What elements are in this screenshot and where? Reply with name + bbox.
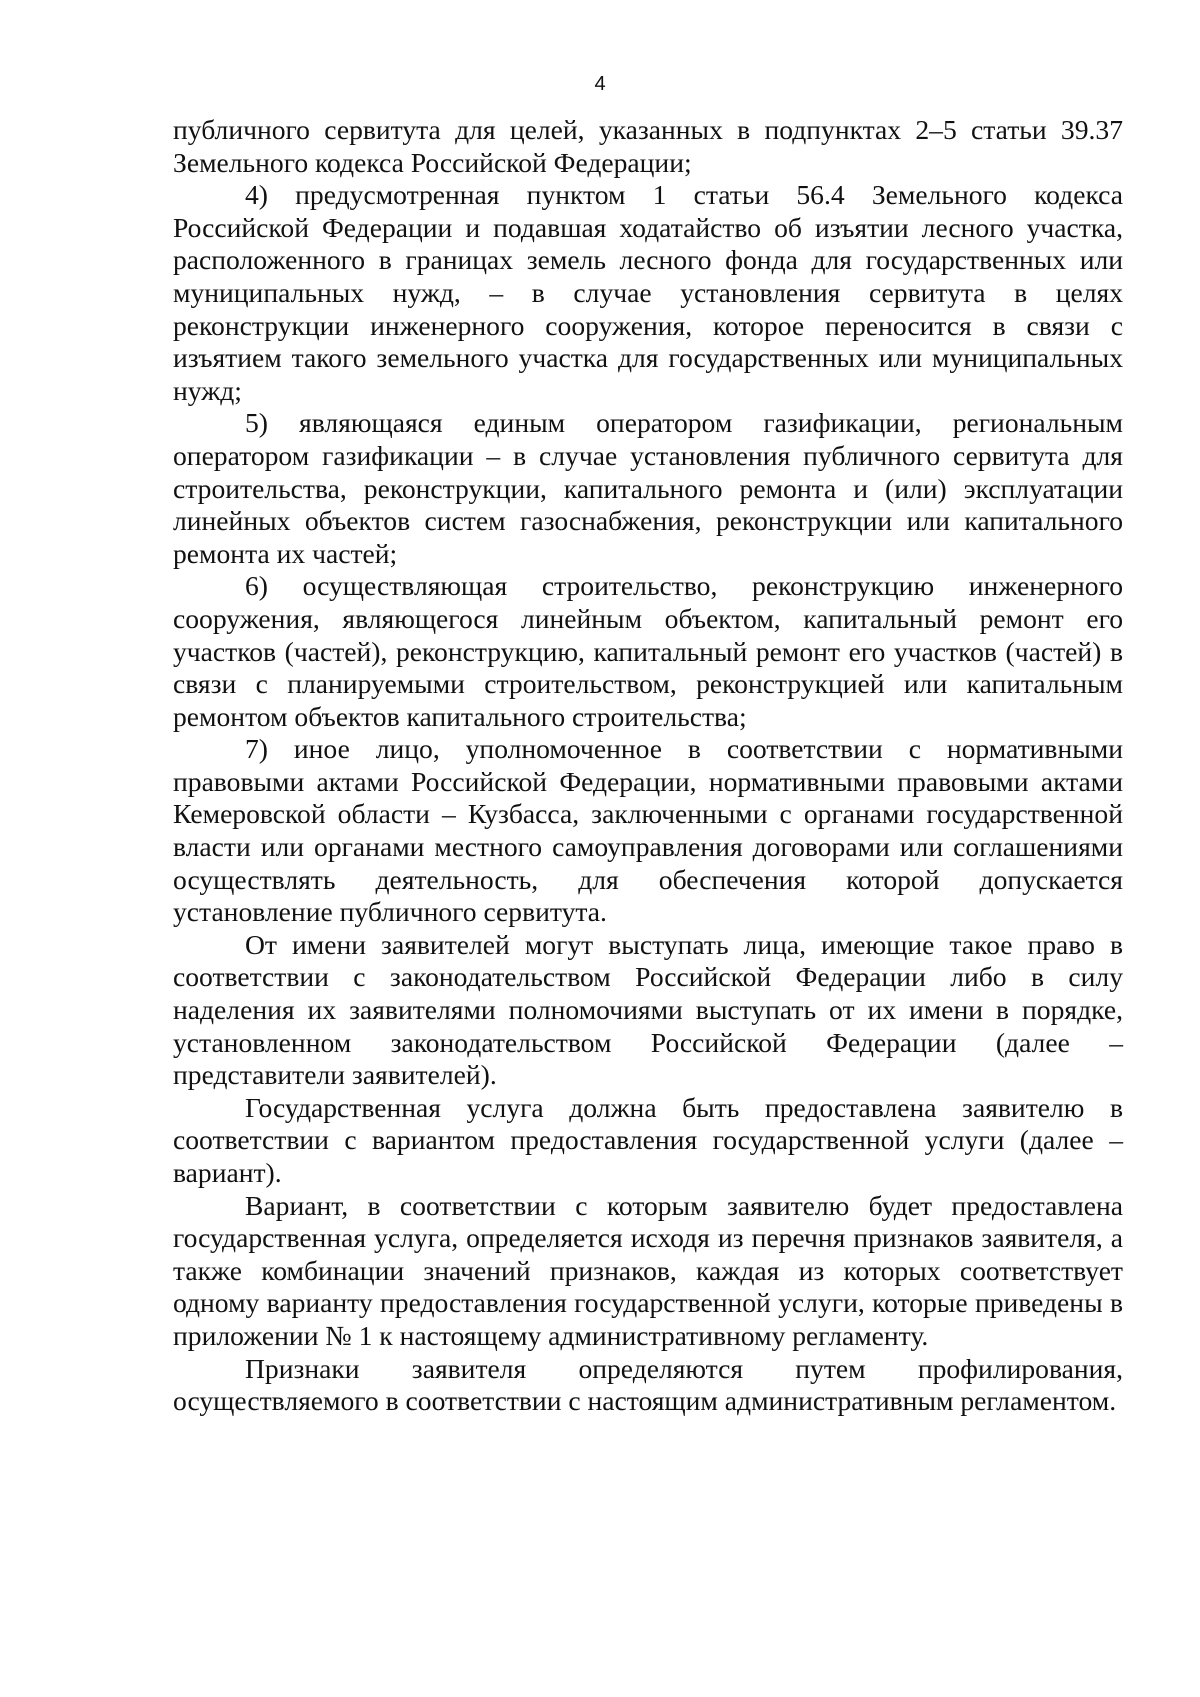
document-body	[173, 114, 1123, 1418]
paragraph-item-6: 6) осуществляющая строительство, реконструкцию инженерного сооружения, являющегося линейным объектом, капитальный ремонт его участков (частей), реконструкцию, капитальный ремонт его участков (частей) в связи с планируемыми строительством, реконструкцией или капитальным ремонтом объектов капитального строительства;	[173, 570, 1123, 732]
paragraph-item-7: 7) иное лицо, уполномоченное в соответствии с нормативными правовыми актами Российской Федерации, нормативными правовыми актами Кемеровской области – Кузбасса, заключенными с органами государственной власти или органами местного самоуправления договорами или соглашениями осуществлять деятельность, для обеспечения которой допускается установление публичного сервитута.	[173, 733, 1123, 928]
paragraph-continuation: публичного сервитута для целей, указанных в подпунктах 2–5 статьи 39.37 Земельного кодекса Российской Федерации;	[173, 114, 1123, 178]
paragraph-profiling: Признаки заявителя определяются путем профилирования, осуществляемого в соответствии с настоящим административным регламентом.	[173, 1352, 1123, 1417]
paragraph-variant-definition: Вариант, в соответствии с которым заявителю будет предоставлена государственная услуга, определяется исходя из перечня признаков заявителя, а также комбинации значений признаков, каждая из которых соответствует одному варианту предоставления государственной услуги, которые приведены в приложении № 1 к настоящему административному регламенту.	[173, 1189, 1123, 1351]
paragraph-item-4: 4) предусмотренная пунктом 1 статьи 56.4 Земельного кодекса Российской Федерации и подавшая ходатайство об изъятии лесного участка, расположенного в границах земель лесного фонда для государственных или муниципальных нужд, – в случае установления сервитута в целях реконструкции инженерного сооружения, которое переносится в связи с изъятием такого земельного участка для государственных или муниципальных нужд;	[173, 179, 1123, 406]
paragraph-service-variant: Государственная услуга должна быть предоставлена заявителю в соответствии с вариантом предоставления государственной услуги (далее – вариант).	[173, 1091, 1123, 1188]
page-number: 4	[594, 73, 606, 95]
paragraph-item-5: 5) являющаяся единым оператором газификации, региональным оператором газификации – в случае установления публичного сервитута для строительства, реконструкции, капитального ремонта и (или) эксплуатации линейных объектов систем газоснабжения, реконструкции или капитального ремонта их частей;	[173, 407, 1123, 569]
paragraph-representatives: От имени заявителей могут выступать лица, имеющие такое право в соответствии с законодательством Российской Федерации либо в силу наделения их заявителями полномочиями выступать от их имени в порядке, установленном законодательством Российской Федерации (далее – представители заявителей).	[173, 928, 1123, 1091]
